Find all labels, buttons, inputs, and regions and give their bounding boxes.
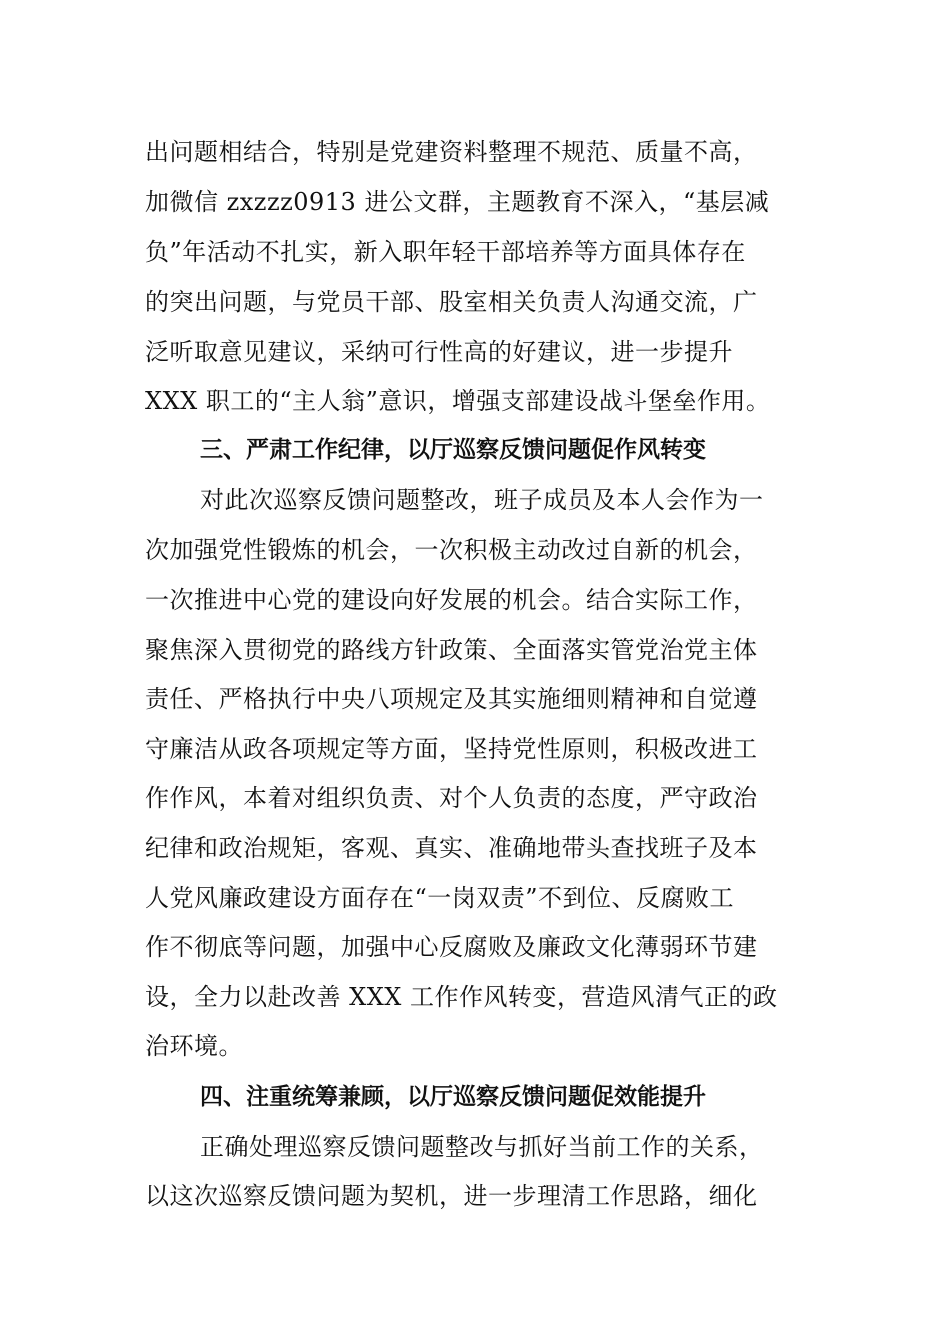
paragraph-line: 的突出问题，与党员干部、股室相关负责人沟通交流，广 (145, 288, 758, 316)
paragraph-line: 正确处理巡察反馈问题整改与抓好当前工作的关系， (200, 1133, 764, 1161)
section-heading-3: 三、严肃工作纪律，以厅巡察反馈问题促作风转变 (200, 437, 706, 463)
paragraph-line: 以这次巡察反馈问题为契机，进一步理清工作思路，细化 (145, 1182, 758, 1210)
paragraph-line: 次加强党性锻炼的机会，一次积极主动改过自新的机会， (145, 536, 758, 564)
paragraph-line: 设，全力以赴改善 XXX 工作作风转变，营造风清气正的政 (145, 983, 778, 1011)
paragraph-line: 作作风，本着对组织负责、对个人负责的态度，严守政治 (145, 784, 758, 812)
paragraph-line: 聚焦深入贯彻党的路线方针政策、全面落实管党治党主体 (145, 636, 758, 664)
paragraph-line: 治环境。 (145, 1032, 243, 1060)
paragraph-line: 出问题相结合，特别是党建资料整理不规范、质量不高， (145, 138, 758, 166)
paragraph-line: 人党风廉政建设方面存在“一岗双责”不到位、反腐败工 (145, 884, 735, 912)
paragraph-line: 对此次巡察反馈问题整改，班子成员及本人会作为一 (200, 486, 764, 514)
paragraph-line: XXX 职工的“主人翁”意识，增强支部建设战斗堡垒作用。 (145, 387, 771, 415)
paragraph-line: 纪律和政治规矩，客观、真实、准确地带头查找班子及本 (145, 834, 758, 862)
paragraph-line: 作不彻底等问题，加强中心反腐败及廉政文化薄弱环节建 (145, 933, 758, 961)
paragraph-line: 责任、严格执行中央八项规定及其实施细则精神和自觉遵 (145, 685, 758, 713)
section-heading-4: 四、注重统筹兼顾，以厅巡察反馈问题促效能提升 (200, 1084, 706, 1110)
paragraph-line: 一次推进中心党的建设向好发展的机会。结合实际工作， (145, 586, 758, 614)
paragraph-line: 泛听取意见建议，采纳可行性高的好建议，进一步提升 (145, 338, 733, 366)
paragraph-line: 负”年活动不扎实，新入职年轻干部培养等方面具体存在 (145, 238, 746, 266)
paragraph-line: 加微信 zxzzz0913 进公文群，主题教育不深入，“基层减 (145, 188, 770, 216)
paragraph-line: 守廉洁从政各项规定等方面，坚持党性原则，积极改进工 (145, 735, 758, 763)
